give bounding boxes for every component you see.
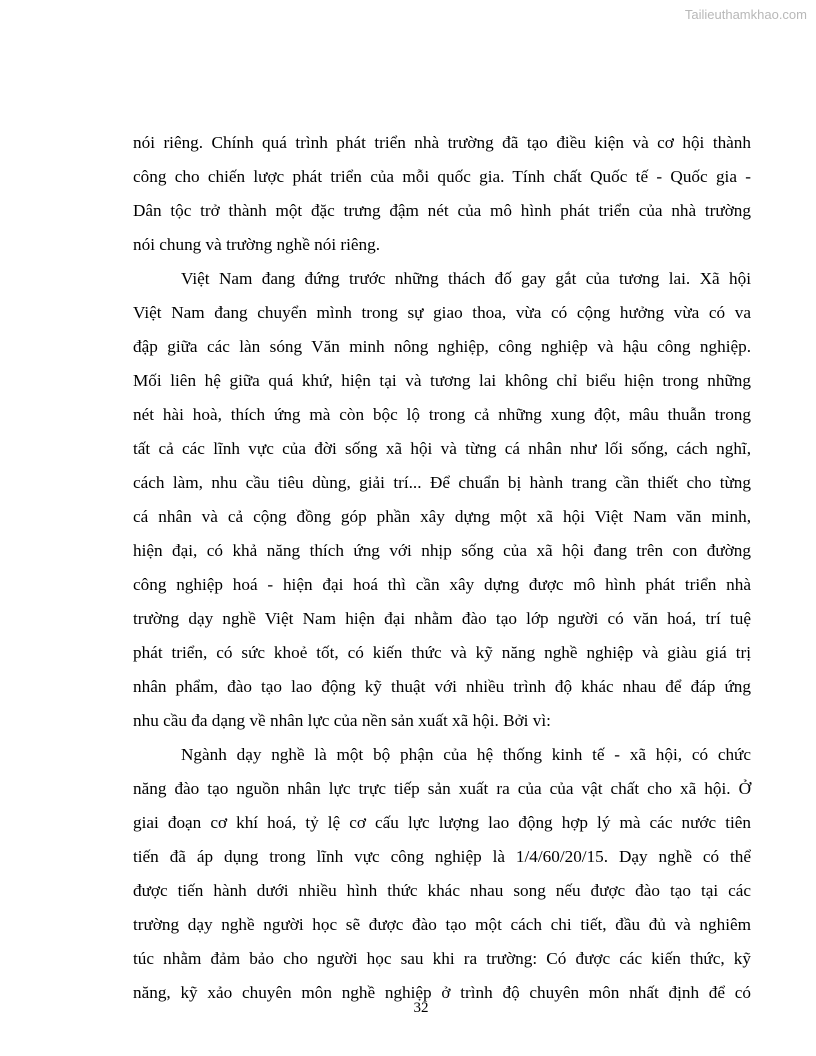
text-line: Ngành dạy nghề là một bộ phận của hệ thống kinh tế - xã hội, có chức — [181, 745, 751, 764]
text-line: trường dạy nghề Việt Nam hiện đại nhằm đào tạo lớp người có văn hoá, trí tuệ — [133, 609, 751, 628]
text-line: Mối liên hệ giữa quá khứ, hiện tại và tương lai không chỉ biểu hiện trong những — [133, 371, 751, 390]
page-number: 32 — [413, 1000, 429, 1016]
text-line: Việt Nam đang đứng trước những thách đố gay gắt của tương lai. Xã hội — [181, 269, 751, 288]
text-line: đập giữa các làn sóng Văn minh nông nghiệp, công nghiệp và hậu công nghiệp. — [133, 337, 751, 356]
text-line: túc nhằm đảm bảo cho người học sau khi ra trường: Có được các kiến thức, kỹ — [133, 949, 751, 968]
text-line: phát triển, có sức khoẻ tốt, có kiến thức và kỹ năng nghề nghiệp và giàu giá trị — [133, 643, 751, 662]
body-text — [133, 130, 751, 1014]
text-line: công nghiệp hoá - hiện đại hoá thì cần xây dựng được mô hình phát triển nhà — [133, 575, 751, 594]
text-line: hiện đại, có khả năng thích ứng với nhịp sống của xã hội đang trên con đường — [133, 541, 751, 560]
text-line: được tiến hành dưới nhiều hình thức khác nhau song nếu được đào tạo tại các — [133, 881, 751, 900]
text-line: nói riêng. Chính quá trình phát triển nhà trường đã tạo điều kiện và cơ hội thành — [133, 133, 751, 152]
text-line: nhu cầu đa dạng về nhân lực của nền sản xuất xã hội. Bởi vì: — [133, 711, 551, 730]
text-line: nhân phẩm, đào tạo lao động kỹ thuật với nhiều trình độ khác nhau để đáp ứng — [133, 677, 751, 696]
text-line: năng đào tạo nguồn nhân lực trực tiếp sản xuất ra của của vật chất cho xã hội. Ở — [133, 779, 751, 798]
watermark: Tailieuthamkhao.com — [684, 7, 807, 22]
text-line: cách làm, nhu cầu tiêu dùng, giải trí... Để chuẩn bị hành trang cần thiết cho từng — [133, 473, 751, 492]
text-line: giai đoạn cơ khí hoá, tỷ lệ cơ cấu lực lượng lao động hợp lý mà các nước tiên — [133, 813, 751, 832]
text-line: tất cả các lĩnh vực của đời sống xã hội và từng cá nhân như lối sống, cách nghĩ, — [133, 439, 751, 458]
text-line: Việt Nam đang chuyển mình trong sự giao thoa, vừa có cộng hưởng vừa có va — [133, 303, 751, 322]
text-line: tiến đã áp dụng trong lĩnh vực công nghiệp là 1/4/60/20/15. Dạy nghề có thể — [133, 847, 751, 866]
text-line: Dân tộc trở thành một đặc trưng đậm nét của mô hình phát triển của nhà trường — [133, 201, 751, 220]
text-line: cá nhân và cả cộng đồng góp phần xây dựng một xã hội Việt Nam văn minh, — [133, 507, 751, 526]
text-line: nét hài hoà, thích ứng mà còn bộc lộ trong cả những xung đột, mâu thuẫn trong — [133, 405, 751, 424]
paragraph — [133, 130, 751, 266]
text-line: nói chung và trường nghề nói riêng. — [133, 235, 381, 254]
text-line: công cho chiến lược phát triển của mỗi quốc gia. Tính chất Quốc tế - Quốc gia - — [133, 167, 751, 186]
paragraph — [133, 742, 751, 1014]
text-line: năng, kỹ xảo chuyên môn nghề nghiệp ở trình độ chuyên môn nhất định để có — [133, 983, 751, 1002]
paragraph — [133, 266, 751, 742]
text-line: trường dạy nghề người học sẽ được đào tạo một cách chi tiết, đầu đủ và nghiêm — [133, 915, 751, 934]
